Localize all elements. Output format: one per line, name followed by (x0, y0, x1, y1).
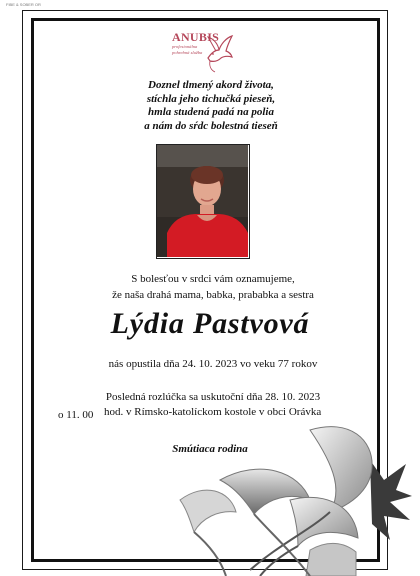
logo-tagline: profesionálna pohrebná služba (172, 44, 203, 55)
dove-icon (202, 34, 236, 78)
poem-line-2: stíchla jeho tichučká pieseň, (146, 92, 276, 105)
funeral-line-2: hod. v Rímsko-katolíckom kostole v obci Orávka (104, 406, 322, 418)
announcement-line-1: S bolesťou v srdci vám oznamujeme, (131, 273, 295, 285)
signature: Smútiaca rodina (172, 443, 248, 455)
poem-line-4: a nám do sŕdc bolestná tieseň (144, 119, 278, 132)
poem-line-1: Doznel tlmený akord života, (148, 79, 274, 91)
funeral-line-1: Posledná rozlúčka sa uskutoční dňa 28. 10. 2023 (105, 391, 321, 403)
announcement-line-2: že naša drahá mama, babka, prababka a sestra (112, 289, 314, 301)
poem-line-3: hmla studená padá na polia (148, 106, 274, 118)
calla-lily-decoration (160, 420, 420, 576)
portrait-illustration (157, 145, 248, 257)
deceased-photo (156, 144, 250, 259)
death-notice: nás opustila dňa 24. 10. 2023 vo veku 77 rokov (108, 358, 318, 370)
funeral-time: o 11. 00 (58, 409, 94, 421)
header-tiny-text: FIBE & SOBER OR (6, 2, 41, 7)
deceased-name: Lýdia Pastvová (110, 307, 310, 340)
poem (100, 79, 322, 133)
anubis-logo (172, 30, 238, 80)
logo-name: ANUBIS (172, 30, 220, 44)
announcement (80, 271, 346, 303)
